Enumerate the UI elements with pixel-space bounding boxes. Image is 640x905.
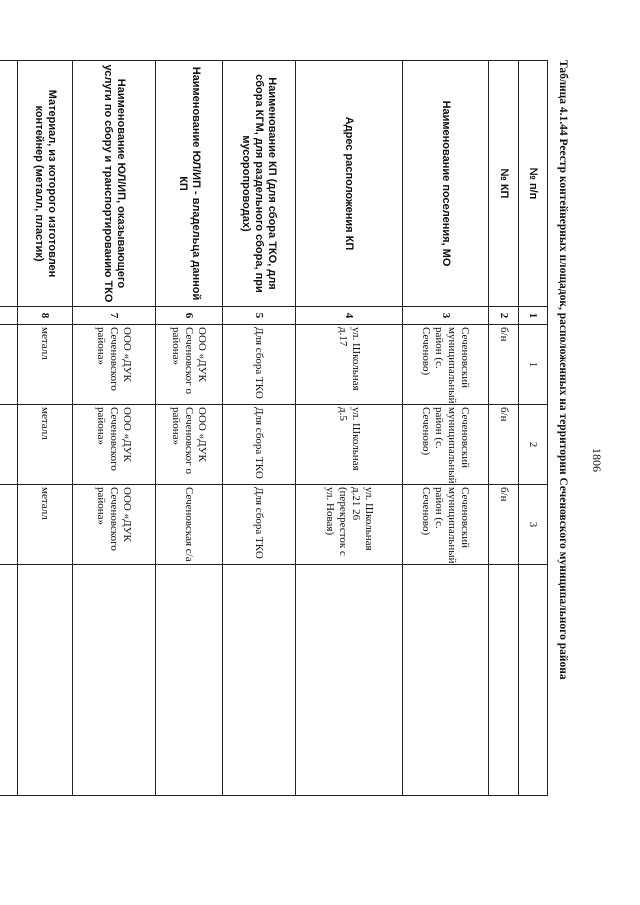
column-number: 7 <box>73 307 156 325</box>
cell-site-3 <box>0 485 18 565</box>
empty-cell <box>0 565 18 796</box>
empty-cell <box>223 565 296 796</box>
table-row <box>18 61 73 796</box>
table-row <box>223 61 296 796</box>
empty-cell <box>403 565 489 796</box>
row-header: Материал, из которого изготовлен контейнер (металл, пластик) <box>18 61 73 307</box>
cell-site-2: металл <box>18 405 73 485</box>
cell-site-1: Сеченовский муниципальный район (с. Сеченово) <box>403 325 489 405</box>
empty-cell <box>296 565 403 796</box>
cell-site-2: ул. Школьная д.5 <box>296 405 403 485</box>
empty-cell <box>489 565 519 796</box>
table-caption: Таблица 4.1.44 Реестр контейнерных площадок, расположенных на территории Сеченовского муниципального района <box>557 60 569 680</box>
column-number <box>0 307 18 325</box>
column-number: 3 <box>403 307 489 325</box>
cell-site-2: Для сбора ТКО <box>223 405 296 485</box>
cell-site-2: Сеченовский муниципальный район (с. Сеченово) <box>403 405 489 485</box>
row-header: № п/п <box>519 61 548 307</box>
cell-site-2: 2 <box>519 405 548 485</box>
empty-cell <box>519 565 548 796</box>
rotated-content <box>33 60 604 795</box>
cell-site-1: металл <box>18 325 73 405</box>
column-number: 4 <box>296 307 403 325</box>
cell-site-1: Для сбора ТКО <box>223 325 296 405</box>
cell-site-1 <box>0 325 18 405</box>
cell-site-3: ул. Школьная д.21 26 (перекресток с ул. Новая) <box>296 485 403 565</box>
empty-cell <box>18 565 73 796</box>
cell-site-1: ООО «ДУК Сеченовског о района» <box>156 325 223 405</box>
row-header: Наименование КП (для сбора ТКО, для сбора КГМ, для раздельного сбора, при мусоропроводах) <box>223 61 296 307</box>
column-number: 8 <box>18 307 73 325</box>
cell-site-3: Сеченовская с/а <box>156 485 223 565</box>
row-header: Наименование ЮЛ/ИП - владельца данной КП <box>156 61 223 307</box>
row-header <box>0 61 18 307</box>
cell-site-3: 3 <box>519 485 548 565</box>
cell-site-1: 1 <box>519 325 548 405</box>
cell-site-3: ООО «ДУК Сеченовского района» <box>73 485 156 565</box>
table-row <box>156 61 223 796</box>
cell-site-3: Сеченовский муниципальный район (с. Сеченово) <box>403 485 489 565</box>
cell-site-2 <box>0 405 18 485</box>
table-row <box>296 61 403 796</box>
column-number: 5 <box>223 307 296 325</box>
table-row <box>519 61 548 796</box>
row-header: № КП <box>489 61 519 307</box>
empty-cell <box>73 565 156 796</box>
table-row <box>489 61 519 796</box>
table-row <box>0 61 18 796</box>
cell-site-1: б/н <box>489 325 519 405</box>
table-row <box>73 61 156 796</box>
cell-site-3: б/н <box>489 485 519 565</box>
empty-cell <box>156 565 223 796</box>
column-number: 6 <box>156 307 223 325</box>
column-number: 1 <box>519 307 548 325</box>
cell-site-3: Для сбора ТКО <box>223 485 296 565</box>
container-sites-registry-table <box>0 60 548 796</box>
row-header: Наименование ЮЛ/ИП, оказывающего услуги по сбору и транспортированию ТКО <box>73 61 156 307</box>
column-number: 2 <box>489 307 519 325</box>
cell-site-2: б/н <box>489 405 519 485</box>
table-row <box>403 61 489 796</box>
row-header: Наименование поселения, МО <box>403 61 489 307</box>
cell-site-2: ООО «ДУК Сеченовского района» <box>73 405 156 485</box>
cell-site-2: ООО «ДУК Сеченовског о района» <box>156 405 223 485</box>
page-number: 1806 <box>590 448 604 472</box>
cell-site-3: металл <box>18 485 73 565</box>
row-header: Адрес расположения КП <box>296 61 403 307</box>
cell-site-1: ООО «ДУК Сеченовского района» <box>73 325 156 405</box>
cell-site-1: ул. Школьная д.17 <box>296 325 403 405</box>
